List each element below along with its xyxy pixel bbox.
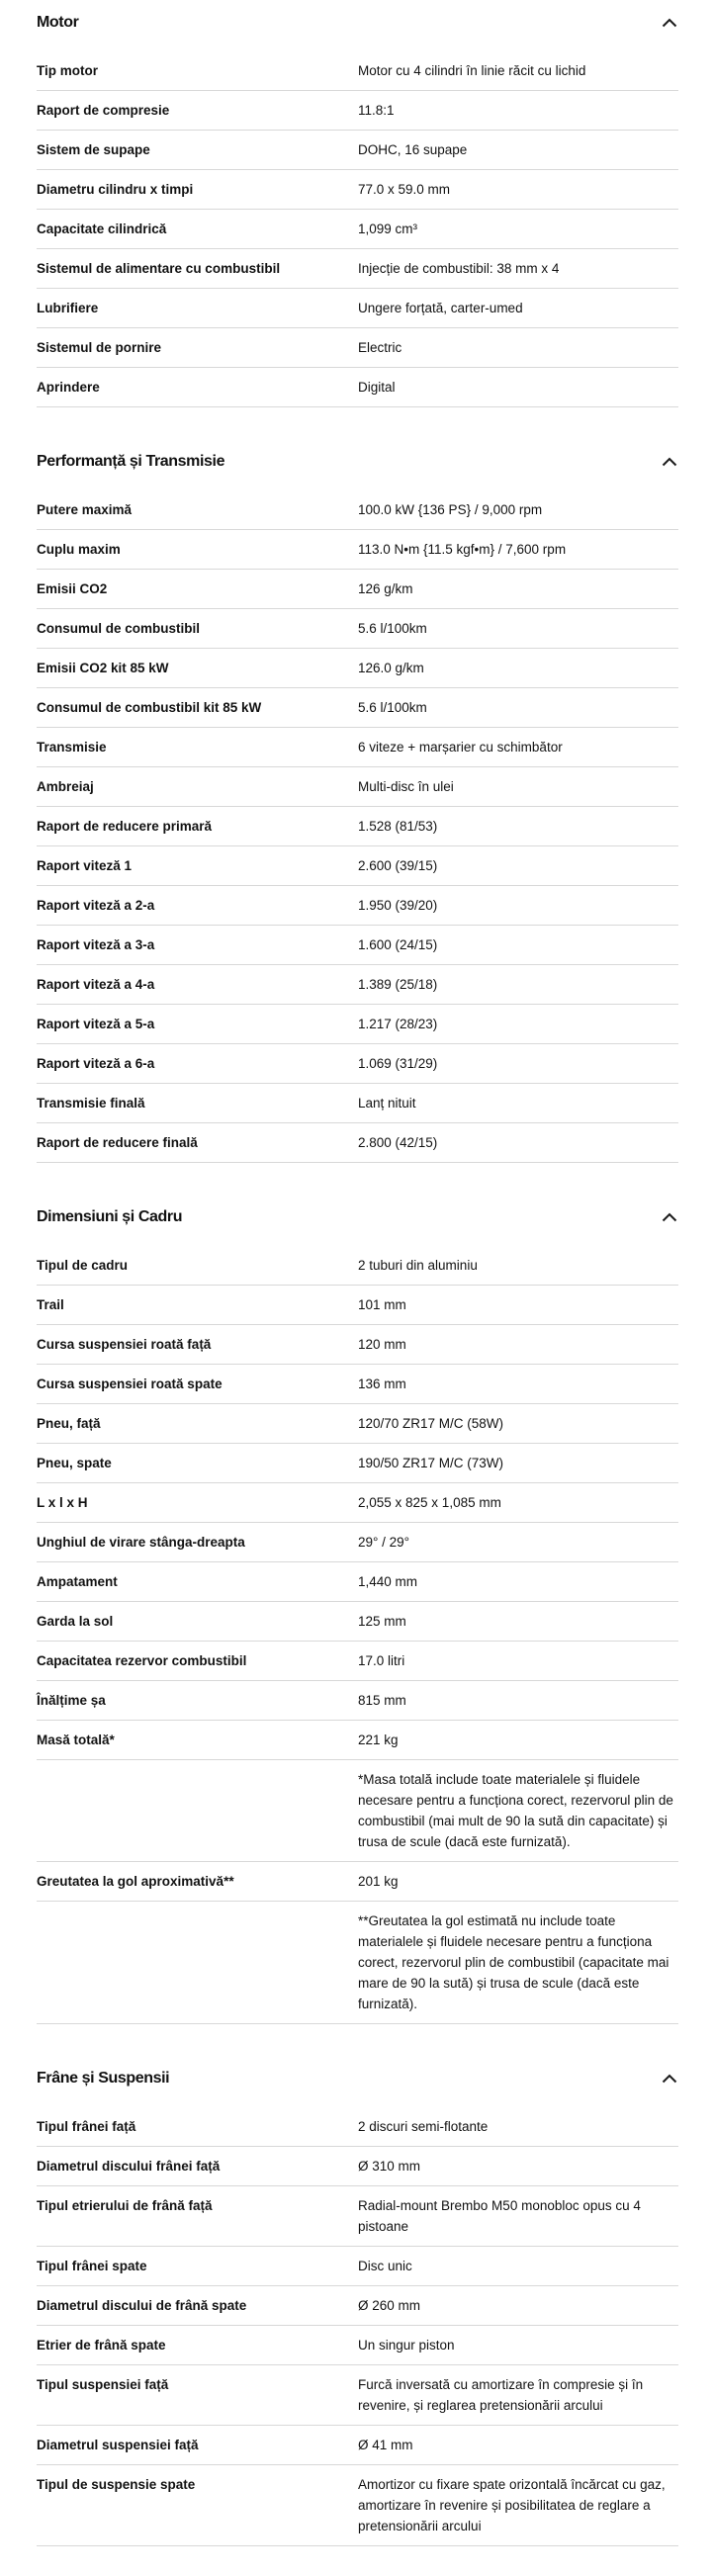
spec-row	[37, 2426, 678, 2465]
spec-value: 17.0 litri	[358, 1653, 405, 1668]
spec-label: Unghiul de virare stânga-dreapta	[37, 1535, 245, 1550]
spec-value: 1.600 (24/15)	[358, 937, 438, 952]
spec-row	[37, 1365, 678, 1404]
spec-value: *Masa totală include toate materialele și fluidele necesare pentru a funcționa corect, rezervorul plin de combustibil (mai mult de 90 la sută din capacitate) și trusa de scule (dacă este furnizată).	[358, 1772, 673, 1849]
spec-note-row	[37, 1902, 678, 2024]
spec-row	[37, 1286, 678, 1325]
spec-row	[37, 1562, 678, 1602]
spec-label: Raport de compresie	[37, 103, 170, 118]
spec-label: Ambreiaj	[37, 779, 94, 794]
spec-row	[37, 688, 678, 728]
spec-value: Disc unic	[358, 2259, 412, 2273]
chevron-up-icon[interactable]	[661, 1211, 678, 1223]
spec-row	[37, 1444, 678, 1483]
section-rows	[37, 1246, 678, 2024]
spec-value: Electric	[358, 340, 402, 355]
spec-row	[37, 886, 678, 926]
spec-label: Tipul de cadru	[37, 1258, 129, 1273]
spec-row	[37, 1005, 678, 1044]
section-rows	[37, 51, 678, 407]
spec-row	[37, 2247, 678, 2286]
spec-value: DOHC, 16 supape	[358, 142, 468, 157]
spec-value: 6 viteze + marșarier cu schimbător	[358, 740, 563, 755]
spec-value: Injecție de combustibil: 38 mm x 4	[358, 261, 560, 276]
spec-label: Lubrifiere	[37, 301, 99, 315]
spec-row	[37, 1404, 678, 1444]
section-title: Motor	[37, 14, 79, 31]
spec-value: 221 kg	[358, 1732, 399, 1747]
spec-value: 815 mm	[358, 1693, 406, 1708]
spec-value: Lanț nituit	[358, 1096, 416, 1110]
spec-row	[37, 289, 678, 328]
spec-row	[37, 530, 678, 570]
spec-value: 2.600 (39/15)	[358, 858, 438, 873]
spec-label: Raport de reducere finală	[37, 1135, 198, 1150]
spec-row	[37, 846, 678, 886]
spec-label: Raport viteză 1	[37, 858, 133, 873]
spec-label: Garda la sol	[37, 1614, 114, 1629]
spec-value: Ø 41 mm	[358, 2438, 413, 2452]
spec-label: Raport viteză a 3-a	[37, 937, 155, 952]
spec-row	[37, 51, 678, 91]
spec-row	[37, 2326, 678, 2365]
spec-row	[37, 609, 678, 649]
spec-label: Consumul de combustibil	[37, 621, 201, 636]
spec-value: 2 discuri semi-flotante	[358, 2119, 489, 2134]
spec-label: Cursa suspensiei roată față	[37, 1337, 212, 1352]
spec-value: Radial-mount Brembo M50 monobloc opus cu 4 pistoane	[358, 2198, 641, 2234]
spec-row	[37, 2147, 678, 2186]
spec-value: 77.0 x 59.0 mm	[358, 182, 451, 197]
spec-value: 190/50 ZR17 M/C (73W)	[358, 1456, 504, 1470]
spec-value: 1.528 (81/53)	[358, 819, 438, 834]
spec-row	[37, 965, 678, 1005]
spec-value: 1.069 (31/29)	[358, 1056, 438, 1071]
spec-row	[37, 570, 678, 609]
spec-value: 5.6 l/100km	[358, 700, 427, 715]
section-rows	[37, 2107, 678, 2546]
spec-row	[37, 767, 678, 807]
spec-value: Ungere forțată, carter-umed	[358, 301, 523, 315]
spec-label: Masă totală*	[37, 1732, 115, 1747]
spec-row	[37, 1642, 678, 1681]
section-header[interactable]	[37, 453, 678, 471]
spec-label: Pneu, față	[37, 1416, 101, 1431]
spec-value: 2,055 x 825 x 1,085 mm	[358, 1495, 501, 1510]
section-title: Dimensiuni și Cadru	[37, 1208, 183, 1225]
spec-row	[37, 1602, 678, 1642]
spec-label: Înălțime șa	[37, 1693, 106, 1708]
spec-label: Sistemul de pornire	[37, 340, 162, 355]
spec-value: 120/70 ZR17 M/C (58W)	[358, 1416, 504, 1431]
chevron-up-icon[interactable]	[661, 456, 678, 468]
spec-value: 100.0 kW {136 PS} / 9,000 rpm	[358, 502, 543, 517]
spec-value: 125 mm	[358, 1614, 406, 1629]
spec-row	[37, 1721, 678, 1760]
spec-value: 101 mm	[358, 1297, 406, 1312]
spec-value: Motor cu 4 cilindri în linie răcit cu lichid	[358, 63, 586, 78]
spec-label: Tipul frânei spate	[37, 2259, 147, 2273]
spec-value: 5.6 l/100km	[358, 621, 427, 636]
spec-label: Raport viteză a 6-a	[37, 1056, 155, 1071]
spec-label: Transmisie	[37, 740, 107, 755]
section-title: Frâne și Suspensii	[37, 2070, 170, 2087]
spec-label: Sistemul de alimentare cu combustibil	[37, 261, 281, 276]
spec-row	[37, 1044, 678, 1084]
spec-label: Tipul etrierului de frână față	[37, 2198, 213, 2213]
spec-label: Tipul frânei față	[37, 2119, 136, 2134]
spec-row	[37, 2286, 678, 2326]
spec-label: Consumul de combustibil kit 85 kW	[37, 700, 262, 715]
spec-value: 201 kg	[358, 1874, 399, 1889]
spec-value: 113.0 N•m {11.5 kgf•m} / 7,600 rpm	[358, 542, 567, 557]
spec-label: Raport viteză a 2-a	[37, 898, 155, 913]
spec-label: Diametrul suspensiei față	[37, 2438, 199, 2452]
spec-label: Emisii CO2 kit 85 kW	[37, 661, 169, 675]
spec-row	[37, 1084, 678, 1123]
spec-value: 1.389 (25/18)	[358, 977, 438, 992]
section-header[interactable]	[37, 14, 678, 32]
spec-label: Greutatea la gol aproximativă**	[37, 1874, 234, 1889]
spec-row	[37, 1483, 678, 1523]
spec-label: Sistem de supape	[37, 142, 150, 157]
spec-label: Aprindere	[37, 380, 100, 395]
section-title: Performanță și Transmisie	[37, 453, 225, 470]
spec-row	[37, 2107, 678, 2147]
spec-row	[37, 1123, 678, 1163]
spec-value: Furcă inversată cu amortizare în compresie și în revenire, și reglarea pretensionării arcului	[358, 2377, 644, 2413]
spec-row	[37, 649, 678, 688]
spec-section	[37, 1208, 678, 2024]
spec-value: 1,099 cm³	[358, 222, 418, 236]
spec-label: Cursa suspensiei roată spate	[37, 1377, 223, 1391]
spec-value: 120 mm	[358, 1337, 406, 1352]
spec-label: Putere maximă	[37, 502, 133, 517]
spec-value: 126.0 g/km	[358, 661, 424, 675]
spec-value: Amortizor cu fixare spate orizontală încărcat cu gaz, amortizare în revenire și posibilitatea de reglare a pretensionării arcului	[358, 2477, 666, 2533]
spec-value: 11.8:1	[358, 103, 395, 118]
spec-value: 2.800 (42/15)	[358, 1135, 438, 1150]
spec-value: 126 g/km	[358, 581, 413, 596]
spec-label: Transmisie finală	[37, 1096, 145, 1110]
spec-label: Raport de reducere primară	[37, 819, 213, 834]
spec-section	[37, 14, 678, 407]
spec-row	[37, 728, 678, 767]
spec-value: 2 tuburi din aluminiu	[358, 1258, 478, 1273]
spec-value: Un singur piston	[358, 2338, 455, 2353]
spec-value: 29° / 29°	[358, 1535, 410, 1550]
spec-row	[37, 1325, 678, 1365]
spec-label: Trail	[37, 1297, 64, 1312]
spec-row	[37, 1862, 678, 1902]
spec-row	[37, 131, 678, 170]
spec-row	[37, 2465, 678, 2546]
section-header[interactable]	[37, 2070, 678, 2087]
spec-value: Ø 260 mm	[358, 2298, 421, 2313]
spec-value: Multi-disc în ulei	[358, 779, 454, 794]
spec-label: Raport viteză a 5-a	[37, 1017, 155, 1031]
spec-row	[37, 170, 678, 210]
spec-row	[37, 2186, 678, 2247]
chevron-up-icon[interactable]	[661, 17, 678, 29]
spec-value: 1,440 mm	[358, 1574, 418, 1589]
spec-row	[37, 1681, 678, 1721]
section-header[interactable]	[37, 1208, 678, 1226]
spec-label: Cuplu maxim	[37, 542, 121, 557]
spec-label: Diametru cilindru x timpi	[37, 182, 194, 197]
spec-value: Ø 310 mm	[358, 2159, 421, 2174]
spec-row	[37, 1523, 678, 1562]
spec-label: Capacitatea rezervor combustibil	[37, 1653, 247, 1668]
spec-value: 1.217 (28/23)	[358, 1017, 438, 1031]
spec-label: L x l x H	[37, 1495, 88, 1510]
spec-label: Diametrul discului frânei față	[37, 2159, 221, 2174]
spec-section	[37, 453, 678, 1163]
spec-value: 136 mm	[358, 1377, 406, 1391]
spec-row	[37, 249, 678, 289]
spec-value: 1.950 (39/20)	[358, 898, 438, 913]
spec-row	[37, 1246, 678, 1286]
spec-label: Tipul suspensiei față	[37, 2377, 169, 2392]
spec-label: Emisii CO2	[37, 581, 108, 596]
spec-label: Ampatament	[37, 1574, 118, 1589]
spec-row	[37, 91, 678, 131]
spec-label: Tip motor	[37, 63, 98, 78]
spec-row	[37, 490, 678, 530]
spec-label: Tipul de suspensie spate	[37, 2477, 196, 2492]
spec-row	[37, 2365, 678, 2426]
spec-value: **Greutatea la gol estimată nu include toate materialele și fluidele necesare pentru a funcționa corect, rezervorul plin de combustibil (capacitate mai mare de 90 la sută) și trusa de scule (dacă este furnizată).	[358, 1913, 669, 2011]
spec-row	[37, 210, 678, 249]
spec-row	[37, 368, 678, 407]
spec-label: Capacitate cilindrică	[37, 222, 167, 236]
spec-label: Raport viteză a 4-a	[37, 977, 155, 992]
spec-value: Digital	[358, 380, 396, 395]
spec-note-row	[37, 1760, 678, 1862]
spec-label: Etrier de frână spate	[37, 2338, 166, 2353]
spec-label: Pneu, spate	[37, 1456, 112, 1470]
spec-label: Diametrul discului de frână spate	[37, 2298, 247, 2313]
spec-row	[37, 328, 678, 368]
section-rows	[37, 490, 678, 1163]
chevron-up-icon[interactable]	[661, 2073, 678, 2085]
spec-row	[37, 926, 678, 965]
spec-section	[37, 2070, 678, 2546]
spec-row	[37, 807, 678, 846]
